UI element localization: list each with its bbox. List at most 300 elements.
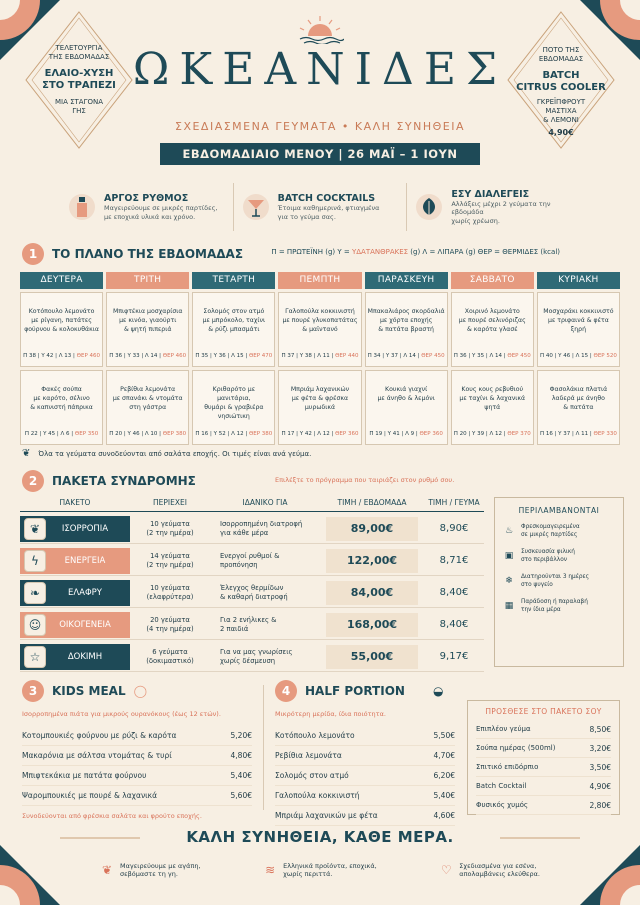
meal-line: Ρεβίθια λεμονάτα [120, 386, 176, 393]
meal-line: Φακές σούπα [41, 386, 82, 393]
lightning-icon: ϟ [24, 550, 46, 572]
footer-line: χωρίς περιττά. [283, 870, 333, 878]
include-item [503, 548, 615, 564]
meal-name [109, 293, 186, 334]
list-item[interactable] [275, 726, 455, 746]
meal-name [540, 371, 617, 412]
meal-macros [193, 353, 274, 359]
macro-values: Π 36 | Υ 33 | Λ 14 | [109, 353, 163, 359]
brand-title: ΩΚΕΑΝΙΔΕΣ [132, 44, 508, 95]
day-header: ΠΑΡΑΣΚΕΥΗ [365, 272, 448, 289]
meal-line: Μπριάμ λαχανικών [290, 386, 350, 393]
contents-line: (2 την ημέρα) [146, 560, 194, 569]
macro-values: Π 37 | Υ 38 | Λ 11 | [281, 353, 336, 359]
list-item[interactable] [476, 777, 611, 796]
macro-values: Π 22 | Υ 45 | Λ 6 | [24, 431, 75, 437]
item-name: Επιπλέον γεύμα [476, 725, 531, 733]
package-cell [20, 580, 130, 606]
footer-line: Ελληνικά προϊόντα, εποχικά, [283, 862, 377, 870]
item-name: Batch Cocktail [476, 782, 527, 790]
meal-line: Κους κους ρεβυθιού [461, 386, 524, 393]
package-row[interactable] [20, 610, 484, 640]
contents-line: (4 την ημέρα) [146, 624, 194, 633]
meal-line: Φασολάκια πλατιά [549, 386, 608, 393]
list-item[interactable] [275, 806, 455, 826]
meal-name [23, 293, 100, 334]
drink-ingredients: ΓΚΡΕΪΠΦΡΟΥΤ ΜΑΣΤΙΧΑ & ΛΕΜΟΝΙ [536, 98, 586, 124]
item-price: 2,80€ [589, 800, 611, 810]
meal-card [192, 370, 275, 445]
meal-card [20, 370, 103, 445]
meal-card [278, 292, 361, 367]
meal-line: με μπρόκολο, ταχίνι [202, 317, 266, 324]
meal-line: Μπακαλιάρος σκορδαλιά [367, 308, 445, 315]
meal-line: με κινόα, γιαούρτι [119, 317, 177, 324]
meal-line: Κοτόπουλο λεμονάτο [28, 308, 95, 315]
calories: ΘΕΡ 380 [162, 431, 187, 437]
meal-price: 8,40€ [439, 619, 469, 630]
star-icon: ☆ [24, 646, 46, 668]
item-price: 5,50€ [433, 731, 455, 740]
waves-icon: ≋ [265, 863, 276, 877]
col-header: ΤΙΜΗ / ΓΕΥΜΑ [428, 498, 480, 507]
leaf-icon: ❦ [101, 863, 113, 877]
ideal-line: προπόνηση [220, 560, 258, 569]
meal-line: & ρύζι μπασμάτι [208, 326, 260, 333]
item-name: Κοτομπουκιές φούρνου με ρύζι & καρότα [22, 731, 177, 740]
col-header: ΠΑΚΕΤΟ [59, 498, 91, 507]
col-header: ΙΔΑΝΙΚΟ ΓΙΑ [242, 498, 288, 507]
family-icon: ☺ [24, 614, 46, 636]
meal-macros [21, 353, 102, 359]
half-subtitle: Μικρότερη μερίδα, ίδια ποιότητα. [275, 710, 386, 718]
item-price: 4,70€ [433, 751, 455, 760]
contents-line: (ελαφρύτερα) [146, 592, 194, 601]
package-ideal-for [210, 520, 320, 538]
meal-macros [538, 431, 619, 437]
package-label: ΔΟΚΙΜΗ [67, 651, 103, 662]
ideal-line: Ενεργοί ρυθμοί & [220, 551, 280, 560]
package-row[interactable] [20, 514, 484, 544]
section-weekly-plan-header [22, 243, 243, 265]
footer-text [459, 862, 540, 878]
meal-price: 8,90€ [439, 523, 469, 534]
footer-line: Μαγειρεύουμε με αγάπη, [120, 862, 201, 870]
drink-title: BATCH CITRUS COOLER [516, 70, 606, 93]
package-contents [130, 552, 210, 570]
packages-subtitle: Επιλέξτε το πρόγραμμα που ταιριάζει στον ρυθμό σου. [275, 476, 455, 484]
package-label: ΟΙΚΟΓΕΝΕΙΑ [59, 619, 111, 630]
ritual-of-week-box [24, 10, 134, 150]
leaf-icon: ❦ [22, 448, 31, 459]
meal-line: & πατάτα [563, 404, 594, 411]
ritual-tagline: ΜΙΑ ΣΤΑΓΟΝΑ ΓΗΣ [54, 98, 104, 115]
feature-desc: Αλλάξεις μέχρι 2 γεύματα την εβδομάδα χωρίς χρέωση. [451, 199, 551, 225]
meal-line: με πουρέ γλυκοπατάτας [282, 317, 358, 324]
meal-card [451, 370, 534, 445]
package-label: ΙΣΟΡΡΟΠΙΑ [61, 523, 109, 534]
item-name: Μακαρόνια με σάλτσα ντομάτας & τυρί [22, 751, 172, 760]
leaf-icon [415, 193, 443, 221]
col-header: ΠΕΡΙΕΧΕΙ [153, 498, 187, 507]
ritual-label: ΤΕΛΕΤΟΥΡΓΙΑ ΤΗΣ ΕΒΔΟΜΑΔΑΣ [48, 44, 110, 61]
list-item[interactable] [476, 758, 611, 777]
meal-price: 8,71€ [439, 555, 469, 566]
meal-price: 9,17€ [439, 651, 469, 662]
day-column [106, 272, 189, 445]
meal-line: μυρωδικά [304, 404, 336, 411]
ritual-title: ΕΛΑΙΟ-ΧΥΣΗ ΣΤΟ ΤΡΑΠΕΖΙ [42, 68, 116, 91]
meal-line: & μαϊντανό [302, 326, 338, 333]
macro-values: Π 20 | Υ 39 | Λ 12 | [453, 431, 508, 437]
meal-line: & καρότα γλασέ [466, 326, 518, 333]
calories: ΘΕΡ 440 [335, 353, 359, 359]
meal-macros [279, 431, 360, 437]
section-packages-header [22, 470, 196, 492]
meal-line: Κριθαρότο με μανιτάρια, [212, 386, 256, 402]
meal-line: & ψητή πιπεριά [124, 326, 172, 333]
package-ideal-for [210, 584, 320, 602]
day-header: ΤΕΤΑΡΤΗ [192, 272, 275, 289]
meal-card [537, 370, 620, 445]
item-price: 5,40€ [433, 791, 455, 800]
pot-icon: ♨ [504, 526, 514, 536]
meal-card [106, 370, 189, 445]
addons-box [467, 700, 620, 815]
meal-card [451, 292, 534, 367]
meal-line: με ταχίνι & λαχανικά [459, 395, 526, 402]
heart-icon: ♡ [440, 863, 452, 877]
include-text [521, 548, 575, 564]
addons-list [476, 720, 611, 815]
list-item[interactable] [22, 766, 252, 786]
meal-macros [279, 353, 360, 359]
meal-macros [366, 353, 447, 359]
leaf-icon: ❦ [24, 518, 46, 540]
day-header: ΚΥΡΙΑΚΗ [537, 272, 620, 289]
item-price: 4,90€ [589, 781, 611, 791]
brand-subtitle: ΣΧΕΔΙΑΣΜΕΝΑ ΓΕΥΜΑΤΑ • ΚΑΛΗ ΣΥΝΗΘΕΙΑ [175, 120, 465, 133]
include-item [503, 598, 615, 614]
contents-line: 14 γεύματα [150, 551, 190, 560]
section-title: ΤΟ ΠΛΑΝΟ ΤΗΣ ΕΒΔΟΜΑΔΑΣ [52, 247, 244, 261]
macro-values: Π 40 | Υ 46 | Λ 15 | [539, 353, 594, 359]
footer-item [100, 862, 201, 878]
include-line: Διατηρούνται 3 ημέρες [521, 574, 590, 580]
list-item[interactable] [22, 786, 252, 806]
package-name [20, 644, 130, 670]
list-item[interactable] [275, 766, 455, 786]
meal-card [278, 370, 361, 445]
meal-line: ψητά [484, 404, 501, 411]
meal-macros [452, 353, 533, 359]
meal-line: με σπανάκι & ντομάτα [112, 395, 183, 402]
package-name [20, 580, 130, 606]
kids-meal-header [22, 680, 252, 702]
meal-line: λαδερά με άνηθο [551, 395, 605, 402]
kids-meal-section [22, 680, 252, 820]
week-price: 84,00€ [326, 581, 418, 605]
footer-text [120, 862, 201, 878]
calories: ΘΕΡ 380 [248, 431, 273, 437]
macro-values: Π 17 | Υ 42 | Λ 12 | [281, 431, 336, 437]
half-portion-section [275, 680, 455, 826]
package-name [20, 516, 130, 542]
meal-line: & πατάτα βραστή [378, 326, 434, 333]
footer-item [263, 862, 377, 878]
feature-batch-cocktails [234, 183, 408, 231]
cocktail-icon [242, 193, 270, 221]
meal-line: Κουκιά γιαχνί [385, 386, 428, 393]
meal-card [192, 292, 275, 367]
section-number: 2 [22, 470, 44, 492]
macro-values: Π 20 | Υ 46 | Λ 10 | [109, 431, 163, 437]
include-line: στο περιβάλλον [521, 557, 567, 563]
package-ideal-for [210, 552, 320, 570]
item-name: Κοτόπουλο λεμονάτο [275, 731, 355, 740]
balloon-icon: ◯ [133, 684, 148, 698]
meal-price: 8,40€ [439, 587, 469, 598]
footer-item [439, 862, 540, 878]
ideal-line: Για να μας γνωρίσεις [220, 647, 293, 656]
packages-table-header [20, 494, 484, 512]
meal-card [20, 292, 103, 367]
list-item[interactable] [22, 726, 252, 746]
item-price: 3,50€ [589, 762, 611, 772]
week-price: 89,00€ [326, 517, 418, 541]
feature-title: BATCH COCKTAILS [277, 193, 376, 204]
meal-name [454, 293, 531, 334]
week-price: 55,00€ [326, 645, 418, 669]
calendar-icon: ▦ [504, 601, 514, 611]
meal-line: ξηρή [570, 326, 587, 333]
meal-macros [366, 431, 447, 437]
meal-name [23, 371, 100, 412]
features-row [60, 183, 580, 231]
footer-text [283, 862, 377, 878]
weekly-plan-grid [20, 272, 620, 445]
day-column [20, 272, 103, 445]
ideal-line: 2 παιδιά [220, 624, 249, 633]
col-header: ΤΙΜΗ / ΕΒΔΟΜΑΔΑ [337, 498, 407, 507]
macro-legend: Π = ΠΡΩΤΕΪΝΗ (g) Υ = ΥΔΑΤΑΝΘΡΑΚΕΣ (g) Λ = ΛΙΠΑΡΑ (g) ΘΕΡ = ΘΕΡΜΙΔΕΣ (kcal) [271, 248, 560, 256]
ideal-line: & καθαρή διατροφή [220, 592, 288, 601]
package-contents [130, 520, 210, 538]
package-ideal-for [210, 648, 320, 666]
include-line: Συσκευασία φιλική [521, 549, 575, 555]
meal-name [454, 371, 531, 412]
calories: ΘΕΡ 460 [162, 353, 187, 359]
meal-name [540, 293, 617, 334]
calories: ΘΕΡ 360 [419, 431, 443, 437]
item-name: Σπιτικό επιδόρπιο [476, 763, 539, 771]
include-line: Παράδοση ή παραλαβή [521, 599, 588, 605]
snowflake-icon: ❄ [505, 576, 513, 586]
section-number: 1 [22, 243, 44, 265]
half-portion-header [275, 680, 455, 702]
section-number: 4 [275, 680, 297, 702]
macro-values: Π 19 | Υ 41 | Λ 9 | [369, 431, 420, 437]
ideal-line: Ισορροπημένη διατροφή [220, 519, 303, 528]
meal-line: νησιώτικη [217, 413, 250, 420]
macro-values: Π 34 | Υ 37 | Λ 14 | [367, 353, 422, 359]
package-contents [130, 584, 210, 602]
sun-wave-icon [296, 14, 344, 44]
drink-label: ΠΟΤΟ ΤΗΣ ΕΒΔΟΜΑΔΑΣ [538, 46, 584, 63]
kids-list [22, 726, 252, 806]
bowl-icon: ◒ [432, 684, 444, 698]
contents-line: 6 γεύματα [152, 647, 188, 656]
package-week-price-cell [320, 517, 424, 541]
item-price: 4,80€ [230, 751, 252, 760]
include-item [503, 573, 615, 589]
package-cell [20, 548, 130, 574]
meal-name [281, 371, 358, 412]
meal-line: Σολομός στον ατμό [203, 308, 265, 315]
plan-note: ❦ Όλα τα γεύματα συνοδεύονται από σαλάτα εποχής. Οι τιμές είναι ανά γεύμα. [22, 448, 312, 459]
package-cell [20, 516, 130, 542]
meal-line: με καρότο, σέλινο [33, 395, 90, 402]
include-text [521, 598, 588, 614]
day-column [278, 272, 361, 445]
item-name: Σούπα ημέρας (500ml) [476, 744, 556, 752]
kids-subtitle: Ισορροπημένα πιάτα για μικρούς ουρανόκους (έως 12 ετών). [22, 710, 221, 718]
item-name: Σολομός στον ατμό [275, 771, 349, 780]
feature-you-choose [407, 183, 580, 231]
includes-title: ΠΕΡΙΛΑΜΒΑΝΟΝΤΑΙ [518, 506, 600, 515]
feature-desc: Έτοιμα καθημερινά, φτιαγμένα για το γεύμα σας. [277, 204, 380, 221]
meal-name [195, 293, 272, 334]
feather-icon: ❧ [24, 582, 46, 604]
feature-title: ΑΡΓΟΣ ΡΥΘΜΟΣ [104, 193, 189, 204]
section-divider [263, 685, 264, 810]
drink-price: 4,90€ [548, 128, 574, 137]
calories: ΘΕΡ 450 [507, 353, 531, 359]
section-title: ΠΑΚΕΤΑ ΣΥΝΔΡΟΜΗΣ [52, 474, 196, 488]
meal-macros [452, 431, 533, 437]
package-contents [130, 648, 210, 666]
section-title: HALF PORTION [305, 684, 405, 698]
package-week-price-cell [320, 549, 424, 573]
list-item[interactable] [476, 796, 611, 815]
calories: ΘΕΡ 450 [421, 353, 445, 359]
package-label: ΕΝΕΡΓΕΙΑ [64, 555, 106, 566]
list-item[interactable] [476, 739, 611, 758]
meal-line: Γαλοπούλα κοκκινιστή [285, 308, 355, 315]
item-name: Ψαρομπουκιές με πουρέ & λαχανικά [22, 791, 158, 800]
item-name: Φυσικός χυμός [476, 801, 529, 809]
list-item[interactable] [275, 746, 455, 766]
meal-name [195, 371, 272, 421]
item-name: Γαλοπούλα κοκκινιστή [275, 791, 360, 800]
meal-macros [107, 431, 188, 437]
day-column [537, 272, 620, 445]
include-line: σε μικρές παρτίδες [521, 532, 578, 538]
list-item[interactable] [22, 746, 252, 766]
meal-line: φούρνου & κολοκυθάκια [24, 326, 99, 333]
meal-line: με ρίγανη, πατάτες [31, 317, 92, 324]
item-price: 8,50€ [589, 724, 611, 734]
package-ideal-for [210, 616, 320, 634]
calories: ΘΕΡ 520 [593, 353, 617, 359]
meal-macros [538, 353, 619, 359]
calories: ΘΕΡ 470 [248, 353, 273, 359]
package-cell [20, 644, 130, 670]
package-row[interactable] [20, 546, 484, 576]
section-number: 3 [22, 680, 44, 702]
macro-values: Π 16 | Υ 52 | Λ 12 | [195, 431, 249, 437]
meal-macros [21, 431, 102, 437]
ideal-line: Έλεγχος θερμίδων [220, 583, 284, 592]
includes-box [494, 497, 624, 667]
item-price: 6,20€ [433, 771, 455, 780]
item-price: 5,40€ [230, 771, 252, 780]
contents-line: 10 γεύματα [150, 519, 190, 528]
meal-line: με τριφαινά & φέτα [548, 317, 609, 324]
week-price: 122,00€ [326, 549, 418, 573]
item-price: 5,20€ [230, 731, 252, 740]
calories: ΘΕΡ 360 [335, 431, 359, 437]
macro-values: Π 36 | Υ 35 | Λ 14 | [453, 353, 508, 359]
drink-of-week-box [506, 10, 616, 150]
package-row[interactable] [20, 642, 484, 672]
include-line: στο ψυγείο [521, 582, 553, 588]
macro-values: Π 35 | Υ 36 | Λ 15 | [195, 353, 249, 359]
day-column [192, 272, 275, 445]
footer-title: ΚΑΛΗ ΣΥΝΗΘΕΙΑ, ΚΑΘΕ ΜΕΡΑ. [186, 828, 454, 846]
footer-line: σεβόμαστε τη γη. [120, 870, 178, 878]
meal-line: με άνηθο & λεμόνι [377, 395, 435, 402]
ideal-line: Για 2 ενήλικες & [220, 615, 277, 624]
week-banner: ΕΒΔΟΜΑΔΙΑΙΟ ΜΕΝΟΥ | 26 ΜΑΪ – 1 ΙΟΥΝ [160, 143, 480, 165]
corner-fan-bottom-left [0, 845, 60, 905]
calories: ΘΕΡ 370 [507, 431, 531, 437]
include-line: την ίδια μέρα [521, 607, 561, 613]
corner-fan-bottom-right [580, 845, 640, 905]
box-icon: ▣ [504, 551, 514, 561]
meal-line: Μπιφτέκια μοσχαρίσια [112, 308, 183, 315]
meal-line: θυμάρι & γραβιέρα [204, 404, 264, 411]
day-header: ΠΕΜΠΤΗ [278, 272, 361, 289]
package-row[interactable] [20, 578, 484, 608]
meal-line: με χόρτα εποχής [379, 317, 433, 324]
contents-line: 10 γεύματα [150, 583, 190, 592]
package-week-price-cell [320, 613, 424, 637]
package-name [20, 612, 130, 638]
meal-line: Χοιρινό λεμονάτο [464, 308, 520, 315]
contents-line: 20 γεύματα [150, 615, 190, 624]
addons-title: ΠΡΟΣΘΕΣΕ ΣΤΟ ΠΑΚΕΤΟ ΣΟΥ [485, 707, 602, 716]
package-week-price-cell [320, 645, 424, 669]
package-cell [20, 612, 130, 638]
list-item[interactable] [476, 720, 611, 739]
item-name: Μπιφτεκάκια με πατάτα φούρνου [22, 771, 147, 780]
kids-footnote: Συνοδεύονται από φρέσκια σαλάτα και φρούτο εποχής. [22, 812, 202, 820]
meal-line: στη γάστρα [129, 404, 167, 411]
meal-macros [193, 431, 274, 437]
meal-name [368, 293, 445, 334]
contents-line: (2 την ημέρα) [146, 528, 194, 537]
item-name: Μπριάμ λαχανικών με φέτα [275, 811, 378, 820]
meal-line: & καπνιστή πάπρικα [30, 404, 93, 411]
day-header: ΔΕΥΤΕΡΑ [20, 272, 103, 289]
day-column [365, 272, 448, 445]
list-item[interactable] [275, 786, 455, 806]
section-title: KIDS MEAL [52, 684, 126, 698]
include-item [503, 523, 615, 539]
day-header: ΤΡΙΤΗ [106, 272, 189, 289]
calories: ΘΕΡ 350 [74, 431, 99, 437]
